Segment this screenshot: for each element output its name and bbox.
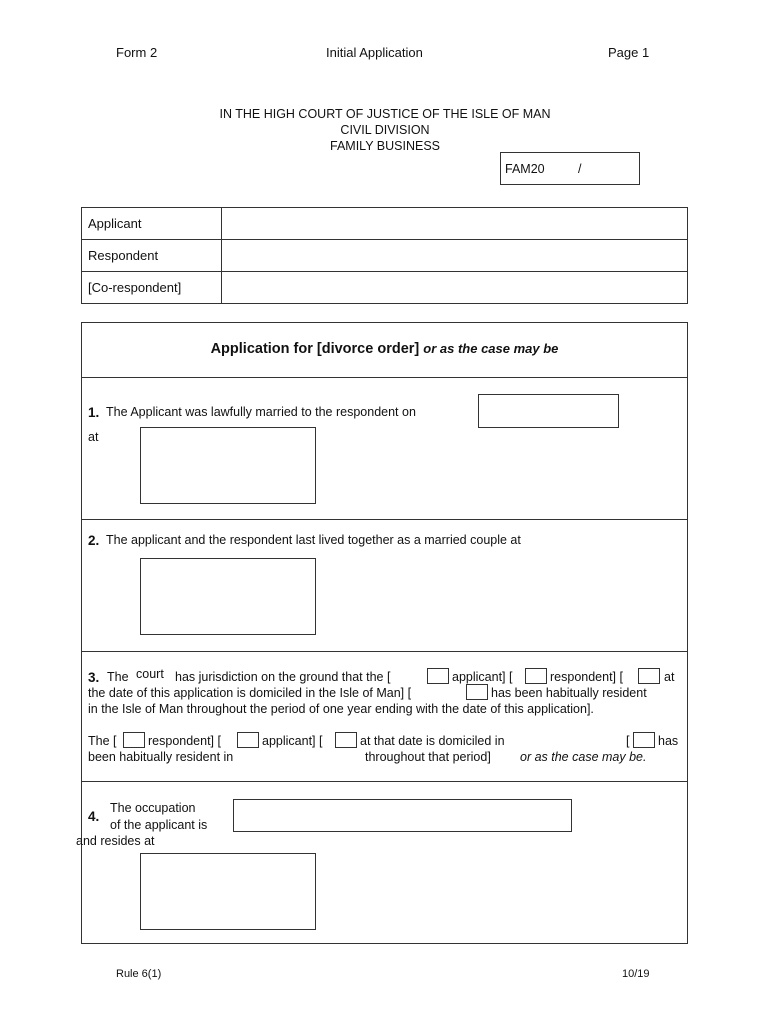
section-3-text: has been habitually resident — [491, 686, 647, 700]
court-name: IN THE HIGH COURT OF JUSTICE OF THE ISLE OF MAN — [219, 107, 551, 121]
section-3-text: applicant] [ — [262, 734, 323, 748]
divider — [82, 651, 687, 652]
section-3-text: has jurisdiction on the ground that the [ — [175, 670, 391, 684]
habitually-resident-checkbox[interactable] — [466, 684, 488, 700]
case-prefix: FAM20 — [505, 162, 545, 176]
applicant-label: Applicant — [82, 208, 222, 240]
divider — [82, 377, 687, 378]
section-3-text: throughout that period] — [365, 750, 491, 764]
section-3-text: respondent] [ — [550, 670, 623, 684]
corespondent-field[interactable] — [222, 272, 688, 304]
section-4-number: 4. — [88, 809, 100, 824]
respondent-row — [82, 240, 688, 272]
residence-address-field[interactable] — [140, 853, 316, 930]
last-address-field[interactable] — [140, 558, 316, 635]
rule-reference: Rule 6(1) — [116, 968, 162, 980]
marriage-place-field[interactable] — [140, 427, 316, 504]
respondent-field[interactable] — [222, 240, 688, 272]
section-1-text: The Applicant was lawfully married to the respondent on — [106, 405, 416, 419]
habitually-resident-in-checkbox[interactable] — [633, 732, 655, 748]
applicant-domicile-checkbox[interactable] — [237, 732, 259, 748]
form-title: Initial Application — [326, 45, 423, 60]
applicant-row — [82, 208, 688, 240]
corespondent-row — [82, 272, 688, 304]
court-heading — [0, 106, 770, 154]
section-1-number: 1. — [88, 405, 100, 420]
section-3-text: The [ — [88, 734, 117, 748]
section-3-text: court — [136, 667, 164, 681]
form-version: 10/19 — [622, 968, 650, 980]
occupation-field[interactable] — [233, 799, 572, 832]
section-1-at: at — [88, 430, 99, 444]
page-number: Page 1 — [608, 45, 650, 60]
section-3-text: applicant] [ — [452, 670, 513, 684]
form-number: Form 2 — [116, 45, 158, 60]
court-division: CIVIL DIVISION — [340, 123, 430, 137]
case-number-field[interactable] — [500, 152, 640, 185]
occupation-label-line2: of the applicant is — [110, 818, 208, 832]
section-3-text: been habitually resident in — [88, 750, 234, 764]
case-separator: / — [578, 162, 582, 176]
domiciled-at-date-checkbox[interactable] — [335, 732, 357, 748]
respondent-label: Respondent — [82, 240, 222, 272]
applicant-field[interactable] — [222, 208, 688, 240]
section-3-text: at — [664, 670, 675, 684]
section-3-number: 3. — [88, 670, 100, 685]
section-2-number: 2. — [88, 533, 100, 548]
respondent-domicile-checkbox[interactable] — [123, 732, 145, 748]
section-3-text: The — [107, 670, 129, 684]
parties-table — [81, 207, 688, 304]
marriage-date-field[interactable] — [478, 394, 619, 428]
court-business: FAMILY BUSINESS — [330, 139, 440, 153]
section-2-text: The applicant and the respondent last lived together as a married couple at — [106, 533, 521, 547]
resides-label: and resides at — [76, 834, 155, 848]
application-form — [76, 322, 688, 944]
section-3-text: [ — [626, 734, 630, 748]
section-3-text: the date of this application is domiciled in the Isle of Man] [ — [88, 686, 412, 700]
section-3-text: has — [658, 734, 679, 748]
section-3-text: at that date is domiciled in — [360, 734, 505, 748]
both-domiciled-checkbox[interactable] — [638, 668, 660, 684]
divider — [82, 519, 687, 520]
applicant-checkbox[interactable] — [427, 668, 449, 684]
application-title-main: Application for [divorce order] — [210, 341, 420, 357]
occupation-label: The occupation — [110, 801, 196, 815]
section-3-suffix: or as the case may be. — [520, 750, 647, 764]
section-3-text: in the Isle of Man throughout the period of one year ending with the date of this application]. — [88, 702, 594, 716]
divider — [82, 781, 687, 782]
respondent-checkbox[interactable] — [525, 668, 547, 684]
corespondent-label: [Co-respondent] — [82, 272, 222, 304]
application-title-suffix: or as the case may be — [423, 341, 559, 356]
application-title — [82, 341, 687, 357]
section-3-text: respondent] [ — [148, 734, 221, 748]
